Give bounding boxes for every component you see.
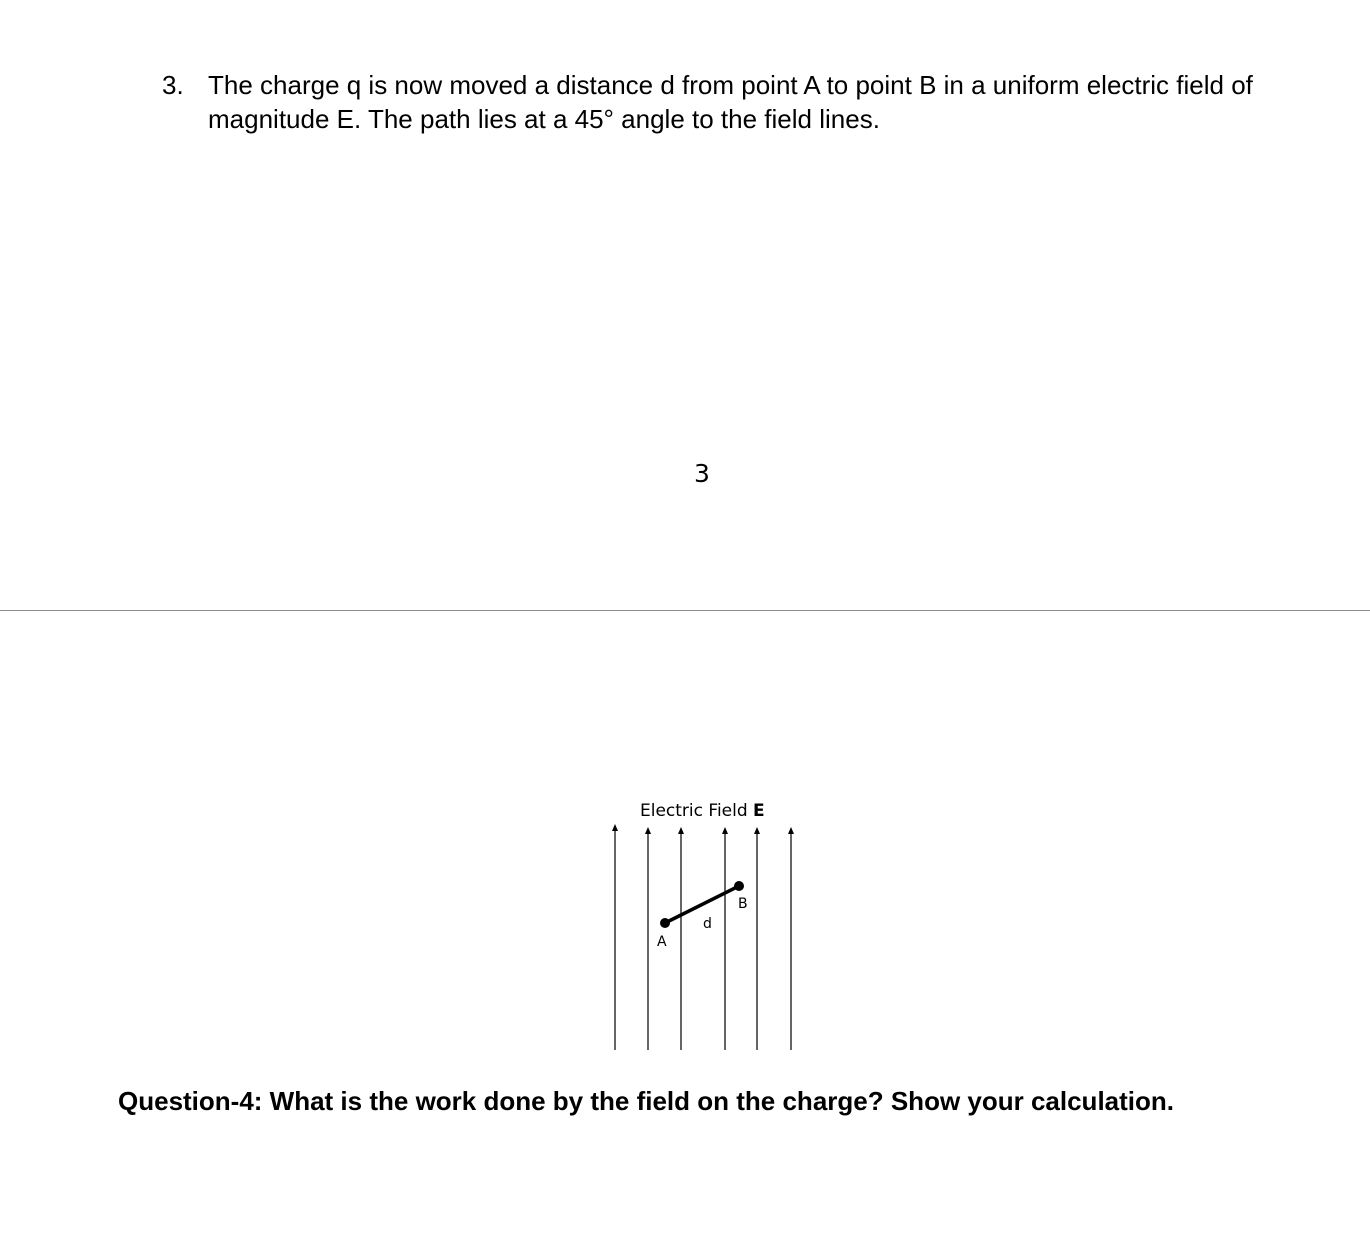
question-4-prompt: Question-4: What is the work done by the field on the charge? Show your calculation. [118,1086,1174,1116]
question-number: 3. [162,70,184,100]
field-arrow-icon [645,827,651,834]
field-symbol: E [753,801,765,821]
point-b-label: B [738,896,748,912]
field-arrow-icon [612,824,618,831]
question-text: The charge q is now moved a distance d from point A to point B in a uniform electric field of magnitude E. The path lies at a 45° angle to the field lines. [208,70,1253,134]
field-lines [612,824,794,1050]
point-a-marker [660,918,670,928]
page-number: 3 [694,459,710,488]
point-a-label: A [657,934,667,950]
diagram-title-text: Electric Field [640,801,748,821]
field-arrow-icon [788,827,794,834]
page-break-divider [0,610,1370,611]
field-arrow-icon [722,827,728,834]
distance-label: d [703,916,712,932]
point-b-marker [734,881,744,891]
field-arrow-icon [754,827,760,834]
field-arrow-icon [678,827,684,834]
